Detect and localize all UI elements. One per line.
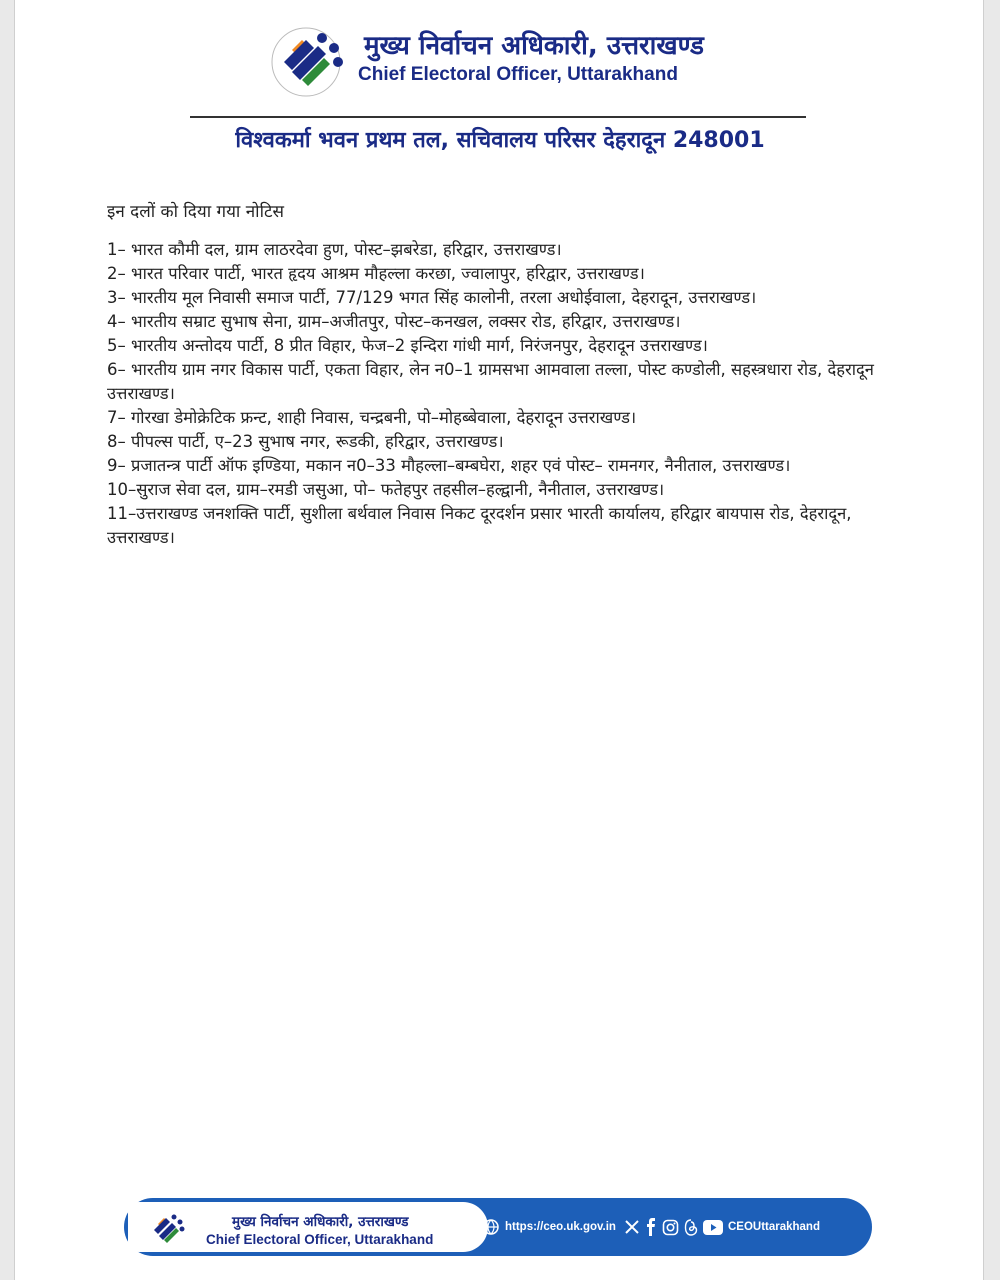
- notice-item: 6– भारतीय ग्राम नगर विकास पार्टी, एकता विहार, लेन न0–1 ग्रामसभा आमवाला तल्ला, पोस्ट कण्डोली, सहस्त्रधारा रोड, देहरादून उत्तराखण्ड।: [107, 360, 874, 403]
- notice-body: [107, 200, 877, 550]
- footer-links: [482, 1198, 820, 1256]
- notice-item: 4– भारतीय सम्राट सुभाष सेना, ग्राम–अजीतपुर, पोस्ट–कनखल, लक्सर रोड, हरिद्वार, उत्तराखण्ड।: [107, 312, 681, 331]
- notice-item: 8– पीपल्स पार्टी, ए–23 सुभाष नगर, रूडकी, हरिद्वार, उत्तराखण्ड।: [107, 432, 504, 451]
- letterhead: [0, 0, 1000, 160]
- website-link[interactable]: https://ceo.uk.gov.in: [505, 1221, 616, 1233]
- eci-logo-icon: [262, 22, 354, 100]
- footer-banner: [124, 1198, 872, 1256]
- office-title-english: Chief Electoral Officer, Uttarakhand: [358, 64, 678, 85]
- notice-item: 11–उत्तराखण्ड जनशक्ति पार्टी, सुशीला बर्थवाल निवास निकट दूरदर्शन प्रसार भारती कार्यालय, हरिद्वार बायपास रोड, देहरादून, उत्तराखण्ड।: [107, 504, 852, 547]
- right-frame-edge: [983, 0, 1000, 1280]
- left-frame-edge: [0, 0, 15, 1280]
- x-icon[interactable]: [624, 1219, 640, 1235]
- youtube-icon[interactable]: [703, 1220, 723, 1235]
- header-divider: [190, 116, 806, 118]
- notice-item: 10–सुराज सेवा दल, ग्राम–रमडी जसुआ, पो– फतेहपुर तहसील–हल्द्वानी, नैनीताल, उत्तराखण्ड।: [107, 480, 665, 499]
- globe-icon: [482, 1218, 500, 1236]
- notice-item: 7– गोरखा डेमोक्रेटिक फ्रन्ट, शाही निवास, चन्द्रबनी, पो–मोहब्बेवाला, देहरादून उत्तराखण्ड।: [107, 408, 637, 427]
- office-title-hindi: मुख्य निर्वाचन अधिकारी, उत्तराखण्ड: [364, 31, 704, 61]
- footer-title-hindi: मुख्य निर्वाचन अधिकारी, उत्तराखण्ड: [232, 1214, 409, 1230]
- footer-title-english: Chief Electoral Officer, Uttarakhand: [206, 1232, 434, 1247]
- notice-item: 3– भारतीय मूल निवासी समाज पार्टी, 77/129 भगत सिंह कालोनी, तरला अधोईवाला, देहरादून, उत्तराखण्ड।: [107, 288, 757, 307]
- notice-item: 1– भारत कौमी दल, ग्राम लाठरदेवा हुण, पोस्ट–झबरेडा, हरिद्वार, उत्तराखण्ड।: [107, 240, 562, 259]
- notice-item: 9– प्रजातन्त्र पार्टी ऑफ इण्डिया, मकान न0–33 मौहल्ला–बम्बघेरा, शहर एवं पोस्ट– रामनगर, नैनीताल, उत्तराखण्ड।: [107, 456, 791, 475]
- social-handle[interactable]: CEOUttarakhand: [727, 1221, 820, 1233]
- facebook-icon[interactable]: [645, 1218, 657, 1236]
- office-address: विश्वकर्मा भवन प्रथम तल, सचिवालय परिसर देहरादून 248001: [235, 128, 765, 153]
- instagram-icon[interactable]: [662, 1219, 679, 1236]
- threads-icon[interactable]: [684, 1219, 698, 1236]
- notice-item: 5– भारतीय अन्तोदय पार्टी, 8 प्रीत विहार, फेज–2 इन्दिरा गांधी मार्ग, निरंजनपुर, देहरादून उत्तराखण्ड।: [107, 336, 708, 355]
- eci-logo-icon: [146, 1210, 190, 1246]
- footer-brand-panel: [128, 1202, 488, 1252]
- notice-heading: इन दलों को दिया गया नोटिस: [107, 202, 285, 222]
- notice-item: 2– भारत परिवार पार्टी, भारत हृदय आश्रम मौहल्ला करछा, ज्वालापुर, हरिद्वार, उत्तराखण्ड।: [107, 264, 645, 283]
